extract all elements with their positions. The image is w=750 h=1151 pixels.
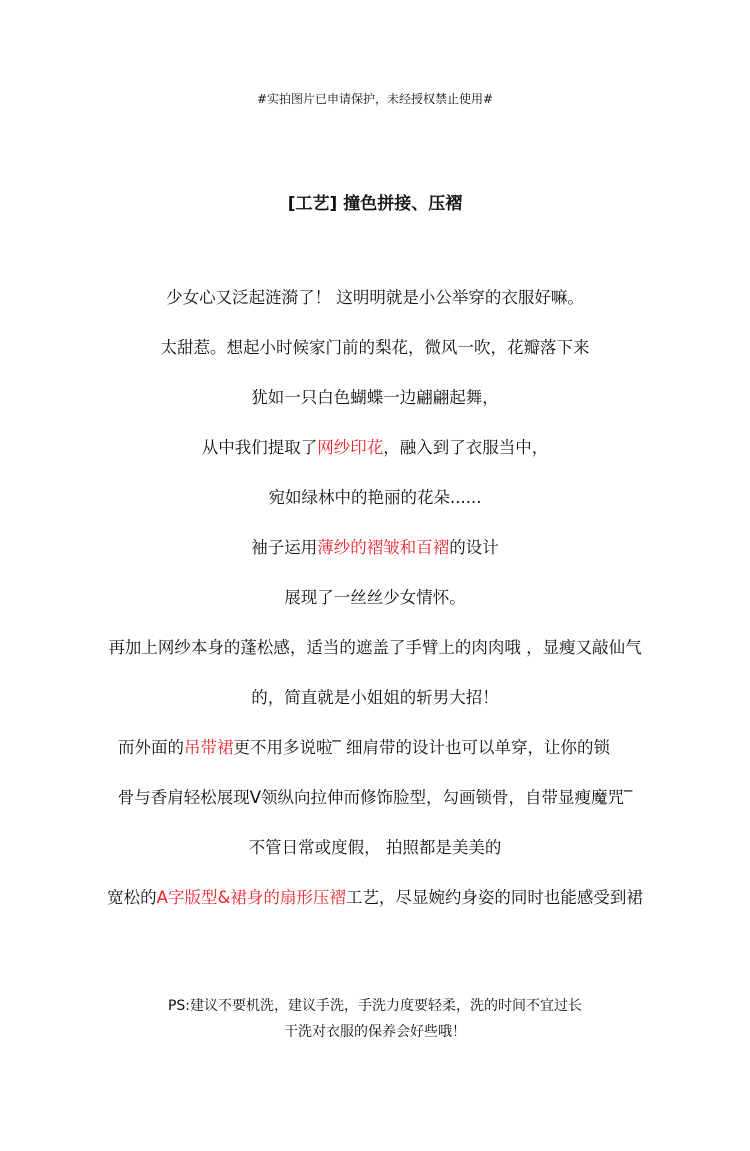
care-instructions-line-2: 干洗对衣服的保养会好些哦！ [284, 1024, 466, 1040]
body-paragraph [0, 387, 750, 409]
body-paragraph [0, 587, 750, 609]
text-segment: 犹如一只白色蝴蝶一边翩翩起舞， [251, 388, 499, 407]
text-segment: 骨与香肩轻松展现V领纵向拉伸而修饰脸型，勾画锁骨，自带显瘦魔咒‾ [117, 788, 633, 807]
body-paragraph [0, 887, 750, 909]
body-paragraph [0, 787, 750, 809]
text-segment: 展现了一丝丝少女情怀。 [284, 588, 466, 607]
care-instructions-line-1: PS:建议不要机洗，建议手洗，手洗力度要轻柔，洗的时间不宜过长 [167, 998, 583, 1014]
body-paragraph [0, 487, 750, 509]
text-segment: 工艺，尽显婉约身姿的同时也能感受到裙 [345, 888, 643, 907]
text-segment: 再加上网纱本身的蓬松感，适当的遮盖了手臂上的肉肉哦 ，显瘦又敲仙气 [108, 638, 642, 657]
text-segment: 的，简直就是小姐姐的斩男大招！ [251, 688, 499, 707]
text-segment: 不管日常或度假， 拍照都是美美的 [248, 838, 502, 857]
text-segment: ，融入到了衣服当中， [383, 438, 549, 457]
body-paragraph [0, 437, 750, 459]
copyright-notice: #实拍图片已申请保护，未经授权禁止使用# [256, 92, 494, 106]
text-segment: 宛如绿林中的艳丽的花朵...... [268, 488, 482, 507]
craft-heading: [工艺] 撞色拼接、压褶 [287, 194, 463, 214]
highlighted-phrase: 网纱印花 [317, 438, 384, 457]
highlighted-phrase: 吊带裙 [184, 738, 234, 757]
body-paragraph [0, 637, 750, 659]
highlighted-phrase: 薄纱的褶皱和百褶 [317, 538, 450, 557]
text-segment: 宽松的 [107, 888, 157, 907]
text-segment: 更不用多说啦‾ 细肩带的设计也可以单穿，让你的锁 [233, 738, 610, 757]
body-paragraph [0, 287, 750, 309]
text-segment: 袖子运用 [251, 538, 318, 557]
body-paragraph [0, 837, 750, 859]
body-paragraph [0, 337, 750, 359]
body-paragraph [118, 737, 610, 759]
highlighted-phrase: A字版型&裙身的扇形压褶 [156, 888, 346, 907]
text-segment: 太甜惹。想起小时候家门前的梨花，微风一吹，花瓣落下来 [160, 338, 590, 357]
text-segment: 而外面的 [118, 738, 184, 757]
text-segment: 从中我们提取了 [201, 438, 318, 457]
body-paragraph [0, 537, 750, 559]
body-paragraph [0, 687, 750, 709]
text-segment: 少女心又泛起涟漪了！ 这明明就是小公举穿的衣服好嘛。 [166, 288, 584, 307]
text-segment: 的设计 [449, 538, 499, 557]
